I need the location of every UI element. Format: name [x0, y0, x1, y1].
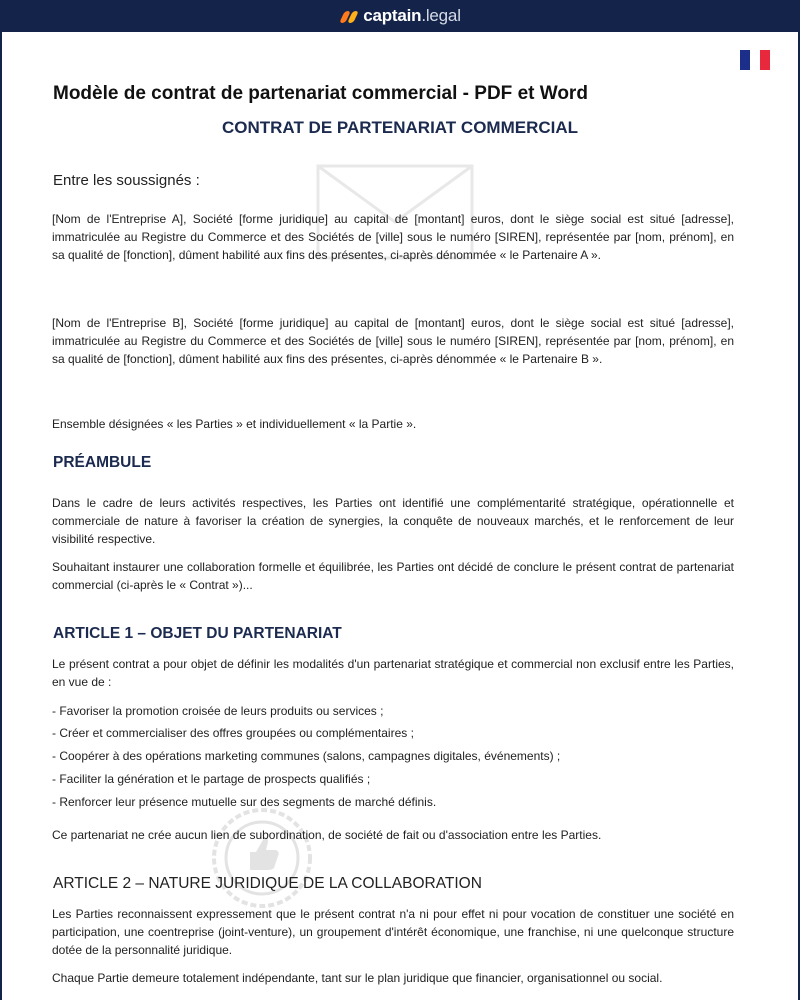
- list-item: - Coopérer à des opérations marketing communes (salons, campagnes digitales, événements) ;: [52, 749, 561, 763]
- preamble-paragraph-1: Dans le cadre de leurs activités respectives, les Parties ont identifié une complémentarité stratégique, opérationnelle et commerciale de nature à favoriser la création de synergies, la conquête de nouveaux marchés, et le renforcement de leur visibilité respective.: [52, 496, 734, 546]
- contract-title: CONTRAT DE PARTENARIAT COMMERCIAL: [221, 118, 579, 137]
- brand-logo[interactable]: [339, 6, 461, 26]
- article-1-heading: ARTICLE 1 – OBJET DU PARTENARIAT: [53, 625, 342, 642]
- brand-tld: .legal: [421, 6, 461, 25]
- list-item: - Favoriser la promotion croisée de leurs produits ou services ;: [52, 704, 384, 718]
- brand-name: captain: [363, 6, 422, 25]
- list-item: - Faciliter la génération et le partage de prospects qualifiés ;: [52, 772, 371, 786]
- intro-text: Entre les soussignés :: [53, 172, 200, 189]
- article-2-heading: ARTICLE 2 – NATURE JURIDIQUE DE LA COLLABORATION: [53, 875, 482, 892]
- article-1-intro: Le présent contrat a pour objet de définir les modalités d'un partenariat stratégique et commercial non exclusif entre les Parties, en vue de :: [52, 657, 734, 689]
- parties-definition: Ensemble désignées « les Parties » et individuellement « la Partie ».: [52, 417, 417, 431]
- logo-mark-icon: [339, 9, 359, 23]
- preamble-heading: PRÉAMBULE: [53, 454, 152, 471]
- article-2-paragraph-1: Les Parties reconnaissent expressement que le présent contrat n'a ni pour effet ni pour vocation de constituer une société en participation, une coentreprise (joint-venture), un groupement d'intérêt économique, une franchise, ni une quelconque structure dotée de la personnalité juridique.: [52, 907, 734, 957]
- party-b-paragraph: [Nom de l'Entreprise B], Société [forme juridique] au capital de [montant] euros, dont le siège social est situé [adresse], immatriculée au Registre du Commerce et des Sociétés de [ville] sous le numéro [SIREN], représentée par [nom, prénom], en sa qualité de [fonction], dûment habilité aux fins des présentes, ci-après dénommée « le Partenaire B ».: [52, 316, 734, 366]
- certified-stamp-watermark-icon: [210, 806, 314, 910]
- document-page: [2, 32, 798, 1000]
- french-flag-icon[interactable]: [740, 50, 770, 70]
- top-bar: [0, 0, 800, 32]
- preamble-paragraph-2: Souhaitant instaurer une collaboration formelle et équilibrée, les Parties ont décidé de conclure le présent contrat de partenariat commercial (ci-après le « Contrat »)...: [52, 560, 734, 592]
- document-title: Modèle de contrat de partenariat commercial - PDF et Word: [53, 83, 588, 104]
- party-a-paragraph: [Nom de l'Entreprise A], Société [forme juridique] au capital de [montant] euros, dont le siège social est situé [adresse], immatriculée au Registre du Commerce et des Sociétés de [ville] sous le numéro [SIREN], représentée par [nom, prénom], en sa qualité de [fonction], dûment habilité aux fins des présentes, ci-après dénommée « le Partenaire A ».: [52, 212, 734, 262]
- list-item: - Créer et commercialiser des offres groupées ou complémentaires ;: [52, 726, 414, 740]
- list-item: - Renforcer leur présence mutuelle sur des segments de marché définis.: [52, 795, 437, 809]
- article-1-closing: Ce partenariat ne crée aucun lien de subordination, de société de fait ou d'association entre les Parties.: [52, 828, 602, 842]
- article-2-paragraph-2: Chaque Partie demeure totalement indépendante, tant sur le plan juridique que financier, organisationnel ou social.: [52, 971, 663, 985]
